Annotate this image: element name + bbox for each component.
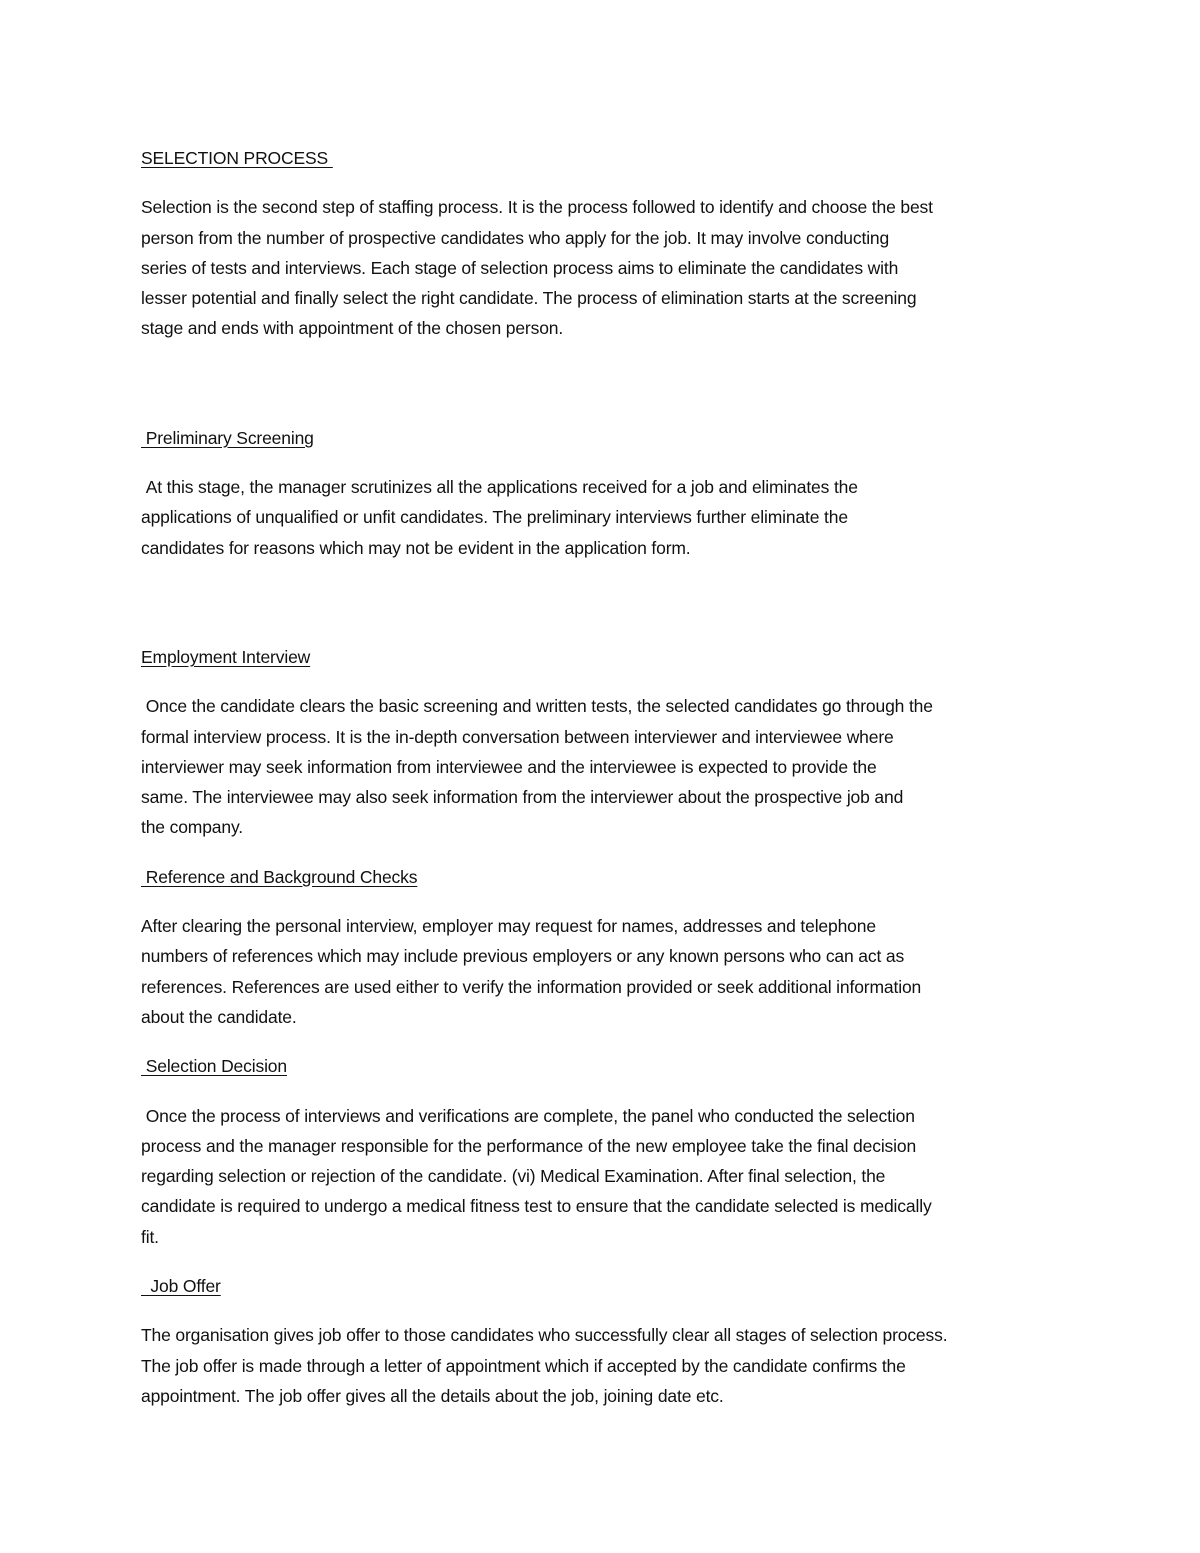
section-heading-selection-decision: Selection Decision — [141, 1056, 287, 1077]
section-heading-job-offer: Job Offer — [141, 1276, 221, 1297]
spacer — [141, 892, 1066, 911]
section-heading-preliminary-screening: Preliminary Screening — [141, 427, 314, 448]
section-heading-reference-checks: Reference and Background Checks — [141, 866, 418, 887]
spacer — [141, 173, 1066, 192]
document-body — [141, 143, 1066, 1411]
spacer — [141, 453, 1066, 472]
spacer — [141, 344, 1066, 423]
section-body-reference-checks: After clearing the personal interview, employer may request for names, addresses and telephone numbers of references which may include previous employers or any known persons who can act as references. References are used either to verify the information provided or seek additional information about the candidate. — [141, 916, 922, 1027]
spacer — [141, 1082, 1066, 1101]
spacer — [141, 1301, 1066, 1320]
section-heading-selection-process: SELECTION PROCESS — [141, 148, 333, 168]
section-body-selection-decision: Once the process of interviews and verifications are complete, the panel who conducted the selection process and the manager responsible for the performance of the new employee take the final decision regarding selection or rejection of the candidate. (vi) Medical Examination. After final selection, the candidate is required to undergo a medical fitness test to ensure that the candidate selected is medically fit. — [141, 1105, 932, 1247]
section-heading-employment-interview: Employment Interview — [141, 646, 311, 667]
spacer — [141, 672, 1066, 691]
spacer — [141, 1032, 1066, 1051]
spacer — [141, 1252, 1066, 1271]
section-body-employment-interview: Once the candidate clears the basic screening and written tests, the selected candidates go through the formal interview process. It is the in-depth conversation between interviewer and interviewee where interviewer may seek information from interviewee and the interviewee is expected to provide the same. The interviewee may also seek information from the interviewer about the prospective job and the company. — [141, 696, 933, 838]
section-body-job-offer: The organisation gives job offer to those candidates who successfully clear all stages of selection process. The job offer is made through a letter of appointment which if accepted by the candidate confirms the appointment. The job offer gives all the details about the job, joining date etc. — [141, 1325, 948, 1406]
section-body-preliminary-screening: At this stage, the manager scrutinizes all the applications received for a job and eliminates the applications of unqualified or unfit candidates. The preliminary interviews further eliminate the candidates for reasons which may not be evident in the application form. — [141, 477, 858, 558]
spacer — [141, 563, 1066, 642]
spacer — [141, 843, 1066, 862]
section-body-selection-process: Selection is the second step of staffing process. It is the process followed to identify and choose the best person from the number of prospective candidates who apply for the job. It may involve conducting series of tests and interviews. Each stage of selection process aims to eliminate the candidates with lesser potential and finally select the right candidate. The process of elimination starts at the screening stage and ends with appointment of the chosen person. — [141, 197, 933, 339]
